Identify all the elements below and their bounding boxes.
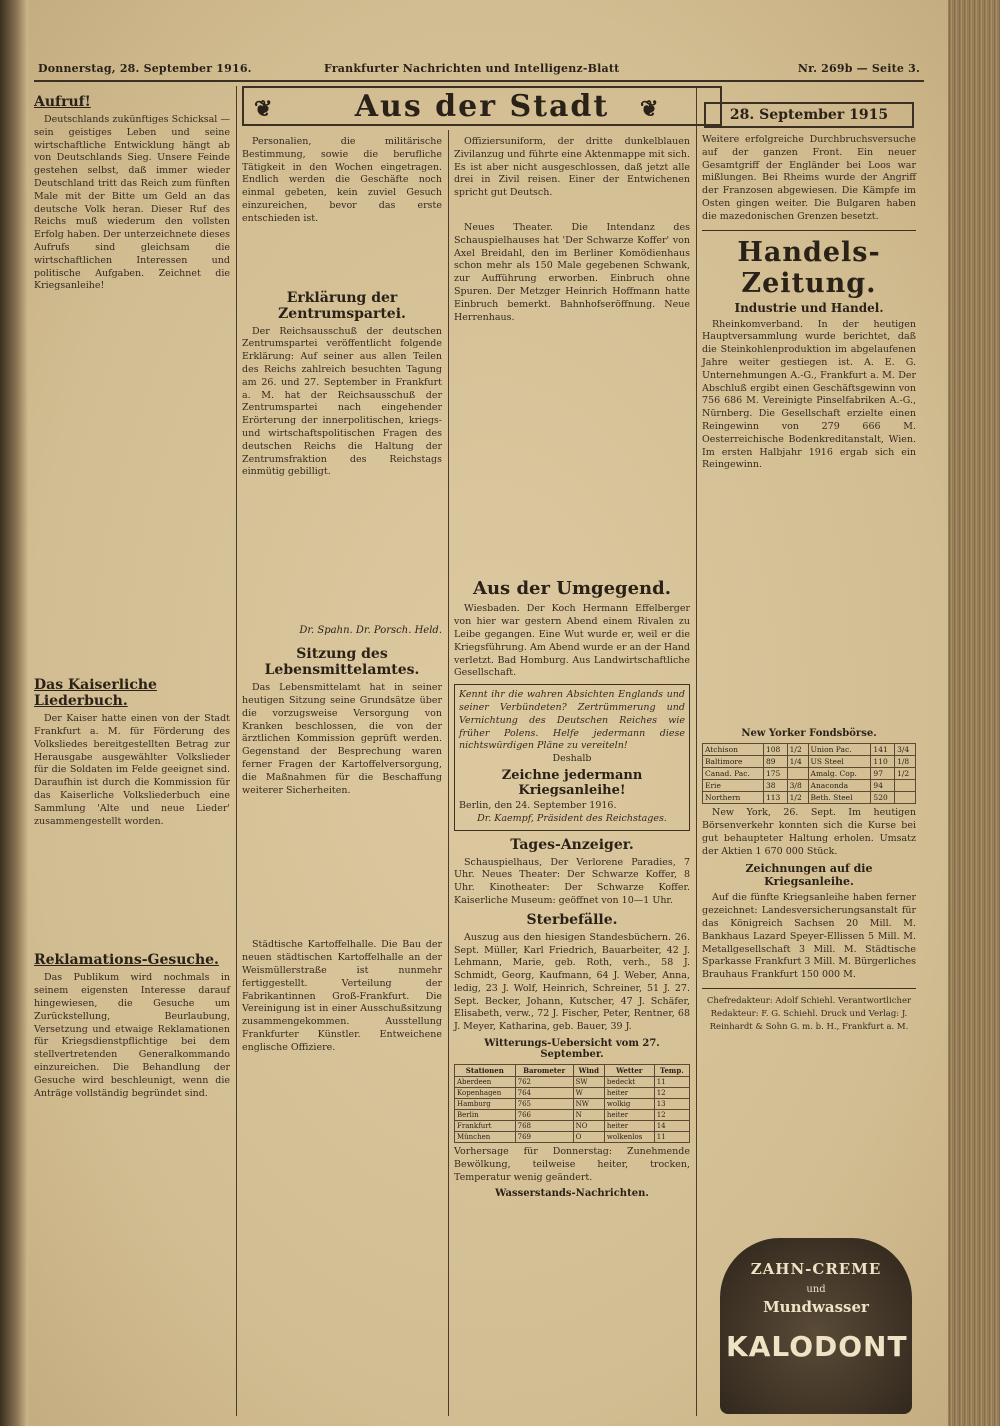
article-body: Städtische Kartoffelhalle. Die Bau der neuen städtischen Kartoffelhalle an der Weismüllerstraße ist nunmehr fertiggestellt. Verteilung der Fabrikantinnen Groß-Frankfurt. Die Vereinigung ist in einer Ausschußsitzung zusammengekommen. Ausstellung Frankfurter Künstler. Entweichene englische Offiziere. [242, 939, 442, 1053]
table-cell: wolkenlos [604, 1132, 654, 1143]
table-cell: bedeckt [604, 1077, 654, 1088]
column-rule [448, 130, 449, 1416]
article-title: Aus der Umgegend. [473, 578, 671, 600]
table-cell: München [455, 1132, 516, 1143]
table-row [703, 780, 916, 792]
table-row [455, 1099, 690, 1110]
weather-header-cell: Stationen [455, 1065, 516, 1077]
divider [702, 230, 916, 231]
article-body: Auf die fünfte Kriegsanleihe haben ferner gezeichnet: Landesversicherungsanstalt für das Königreich Sachsen 20 Mill. M. Bankhaus Lazard Speyer-Ellissen 5 Mill. M. Metallgesellschaft 3 Mill. M. Städtische Sparkasse Frankfurt 3 Mill. M. Bürgerliches Brauhaus Frankfurt 150 000 M. [702, 892, 916, 981]
table-cell: 520 [871, 792, 895, 804]
article-body: Der Kaiser hatte einen von der Stadt Frankfurt a. M. für Förderung des Volksliedes bereitgestellten Betrag zur Herausgabe ausgewählter Volkslieder für die Soldaten im Felde geeignet sind. Daraufhin ist durch die Kommission für das Kaiserliche Volksliederbuch eine Sammlung 'Alte und neue Lieder' zusammengestellt worden. [34, 713, 230, 827]
ornament-icon: ❦ [640, 96, 659, 122]
article-title: Sterbefälle. [526, 911, 618, 928]
table-cell: 14 [654, 1121, 689, 1132]
table-cell: 38 [764, 780, 788, 792]
table-cell: O [573, 1132, 604, 1143]
table-cell: 3/4 [895, 744, 916, 756]
weather-title: Witterungs-Uebersicht vom 27. September. [484, 1038, 660, 1061]
signature: Dr. Spahn. Dr. Porsch. Held. [299, 625, 442, 637]
column-rule [236, 86, 237, 1416]
table-cell [895, 792, 916, 804]
divider [702, 988, 916, 989]
weather-header-cell: Wetter [604, 1065, 654, 1077]
weather-table [454, 1064, 690, 1143]
article-title: Reklamations-Gesuche. [34, 952, 219, 969]
article-body: Schauspielhaus, Der Verlorene Paradies, 7 Uhr. Neues Theater: Der Schwarze Koffer, 8 Uhr. Kinotheater: Der Schwarze Koffer. Kaiserliche Museum: geöffnet von 10—1 Uhr. [454, 856, 690, 906]
weather-forecast: Vorhersage für Donnerstag: Zunehmende Bewölkung, teilweise heiter, trocken, Temperatur wenig geändert. [454, 1146, 690, 1183]
anniversary-date-box: 28. September 1915 [704, 102, 914, 128]
table-cell: Beth. Steel [808, 792, 871, 804]
table-cell: W [573, 1088, 604, 1099]
column-1 [34, 92, 230, 1102]
table-cell: Aberdeen [455, 1077, 516, 1088]
spacer [702, 474, 916, 724]
article-body: Offiziersuniform, der dritte dunkelblauen Zivilanzug und führte eine Aktenmappe mit sich. Es ist aber nicht ausgeschlossen, daß jetzt alle drei in Zivil reisen. Einer der Entwichenen spricht gut Deutsch. [454, 136, 690, 199]
page-header [34, 60, 924, 82]
table-cell: Anaconda [808, 780, 871, 792]
weather-header-cell: Wind [573, 1065, 604, 1077]
quote-table [702, 743, 916, 804]
appeal-box [454, 684, 690, 830]
spacer [34, 830, 230, 950]
table-row [455, 1132, 690, 1143]
weather-header-cell: Barometer [515, 1065, 573, 1077]
table-cell: 1/2 [787, 792, 808, 804]
table-cell: 108 [764, 744, 788, 756]
spacer [454, 202, 690, 222]
column-rule [696, 86, 697, 1416]
table-row [455, 1088, 690, 1099]
table-cell: 3/8 [787, 780, 808, 792]
article-body: Wiesbaden. Der Koch Hermann Effelberger von hier war gestern Abend einem Rivalen zu Leibe gegangen. Eine Wut wurde er, weil er die Kriegsführung. Am Abend wurde er an der Hand verletzt. Bad Homburg. Aus Landwirtschaftliche Gesellschaft. [454, 603, 690, 679]
table-cell: heiter [604, 1121, 654, 1132]
article-body: Personalien, die militärische Bestimmung, sowie die berufliche Tätigkeit in den Wochen eingetragen. Endlich werden die Geschäfte noch einmal gebeten, kein zuviel Gesuch einzureichen, bevor das erste entschieden ist. [242, 136, 442, 224]
table-cell: Kopenhagen [455, 1088, 516, 1099]
table-cell: 766 [515, 1110, 573, 1121]
table-row [455, 1077, 690, 1088]
header-date: Donnerstag, 28. September 1916. [38, 62, 252, 75]
table-cell: Baltimore [703, 756, 764, 768]
table-cell: 12 [654, 1110, 689, 1121]
column-3 [454, 136, 690, 1203]
ad-line-1: ZAHN-CREME [750, 1260, 882, 1278]
table-row [703, 744, 916, 756]
anniversary-text: Weitere erfolgreiche Durchbruchsversuche auf der ganzen Front. Ein neuer Gesamtgriff der Engländer bei Loos war mißlungen. Bei Rheims wurde der Angriff der Franzosen abgewiesen. Die Kämpfe im Osten gingen weiter. Die Bulgaren haben die mazedonischen Grenzen besetzt. [702, 134, 916, 222]
book-spine-left [0, 0, 28, 1426]
table-cell: 765 [515, 1099, 573, 1110]
table-cell: 1/4 [787, 756, 808, 768]
ornament-icon: ❦ [254, 96, 273, 122]
table-cell: wolkig [604, 1099, 654, 1110]
article-body: Rheinkomverband. In der heutigen Hauptversammlung wurde berichtet, daß die Steinkohlenproduktion im abgelaufenen Jahre weiter gestiegen ist. A. E. G. Unternehmungen A.-G., Frankfurt a. M. Der Abschluß ergibt einen Geschäftsgewinn von 756 686 M. Vereinigte Pinselfabriken A.-G., Nürnberg. Die Gesellschaft erzielte einen Reingewinn von 279 666 M. Oesterreichische Bodenkreditanstalt, Wien. Im ersten Halbjahr 1916 ergab sich ein Reingewinn. [702, 318, 916, 471]
appeal-place: Berlin, den 24. September 1916. [459, 799, 617, 811]
table-cell: SW [573, 1077, 604, 1088]
water-title: Wasserstands-Nachrichten. [495, 1188, 649, 1200]
table-cell: Canad. Pac. [703, 768, 764, 780]
article-title: Zeichnungen auf die Kriegsanleihe. [745, 862, 873, 889]
table-row [455, 1110, 690, 1121]
table-cell: 769 [515, 1132, 573, 1143]
article-title: Erklärung der Zentrumspartei. [278, 289, 406, 322]
book-pages-edge [948, 0, 1000, 1426]
newspaper-page [28, 0, 948, 1426]
article-body: Neues Theater. Die Intendanz des Schauspielhauses hat 'Der Schwarze Koffer' von Axel Breidahl, den im Berliner Komödienhaus schon mehr als 150 Male gegebenen Schwank, zur Aufführung erworben. Einbruch ohne Spuren. Der Metzger Heinrich Hoffmann hatte Einbruch bemerkt. Bahnhofseröffnung. Neue Herrenhaus. [454, 221, 690, 323]
appeal-signer: Dr. Kaempf, Präsident des Reichstages. [477, 812, 667, 824]
column-2 [242, 136, 442, 1056]
table-cell: 11 [654, 1077, 689, 1088]
column-4 [702, 134, 916, 1033]
table-cell: Atchison [703, 744, 764, 756]
table-cell: Frankfurt [455, 1121, 516, 1132]
article-title: Tages-Anzeiger. [510, 836, 634, 853]
section-masthead: Aus der Stadt [242, 86, 722, 126]
article-title: Sitzung des Lebensmittelamtes. [264, 646, 420, 679]
kalodont-advertisement [720, 1238, 912, 1414]
appeal-text: Kennt ihr die wahren Absichten Englands und seiner Verbündeten? Zertrümmerung und Vernichtung des Deutschen Reiches wie früher Polens. Helfe jedermann diese nichtswürdigen Pläne zu vereiteln! [459, 689, 685, 752]
table-cell: US Steel [808, 756, 871, 768]
article-body: Deutschlands zukünftiges Schicksal — sein geistiges Leben und seine wirtschaftliche Entwicklung hängt ab von Deutschlands Sieg. Unsere Feinde gestehen selbst, daß immer wieder Deutschland tritt das Reich zum fünften Male mit der Bitte um Geld an das deutsche Volk heran. Dieser Ruf des Reichs muß wiederum den vollsten Erfolg haben. Der unterzeichnete dieses Aufrufs sind gleichsam die wirtschaftlichen Interessen und politische Aufgaben. Zeichnet die Kriegsanleihe! [34, 114, 230, 292]
ad-brand: KALODONT [726, 1330, 908, 1363]
article-body: Auszug aus den hiesigen Standesbüchern. 26. Sept. Müller, Karl Friedrich, Bauarbeiter, 42 J. Lehmann, Marie, geb. Roth, verh., 58 J. Schmidt, Georg, Kaufmann, 64 J. Weber, Anna, ledig, 23 J. Wolf, Heinrich, Schreiner, 51 J. 27. Sept. Becker, Johann, Kutscher, 47 J. Schäfer, Elisabeth, verw., 72 J. Fischer, Peter, Rentner, 68 J. Meyer, Katharina, geb. Bauer, 39 J. [454, 931, 690, 1033]
table-row [703, 792, 916, 804]
table-cell: Northern [703, 792, 764, 804]
table-cell: 141 [871, 744, 895, 756]
weather-header-cell: Temp. [654, 1065, 689, 1077]
table-cell: Berlin [455, 1110, 516, 1121]
appeal-headline: Zeichne jedermann Kriegsanleihe! [501, 767, 643, 798]
table-cell: Hamburg [455, 1099, 516, 1110]
article-title: Aufruf! [34, 94, 91, 110]
table-row [703, 756, 916, 768]
imprint: Chefredakteur: Adolf Schiehl. Verantwortlicher Redakteur: F. G. Schiehl. Druck und Verlag: J. Reinhardt & Sohn G. m. b. H., Frankfurt a. M. [706, 995, 912, 1032]
stock-exchange-title: New Yorker Fondsbörse. [741, 728, 877, 740]
table-cell: 97 [871, 768, 895, 780]
table-cell: Union Pac. [808, 744, 871, 756]
table-cell: 13 [654, 1099, 689, 1110]
table-cell: 762 [515, 1077, 573, 1088]
spacer [242, 799, 442, 939]
table-cell: NW [573, 1099, 604, 1110]
table-cell: NO [573, 1121, 604, 1132]
ad-line-2: und [806, 1284, 826, 1295]
table-cell: Erie [703, 780, 764, 792]
table-cell: Amalg. Cop. [808, 768, 871, 780]
table-cell: 94 [871, 780, 895, 792]
table-cell: heiter [604, 1088, 654, 1099]
table-cell: heiter [604, 1110, 654, 1121]
article-body: New York, 26. Sept. Im heutigen Börsenverkehr konnten sich die Kurse bei gut behaupteter Haltung erholen. Umsatz der Aktien 1 670 000 Stück. [702, 807, 916, 857]
spacer [242, 228, 442, 288]
spacer [34, 295, 230, 675]
handels-subtitle: Industrie und Handel. [734, 300, 884, 315]
table-cell [787, 768, 808, 780]
ad-line-3: Mundwasser [763, 1298, 869, 1316]
article-body: Das Lebensmittelamt hat in seiner heutigen Sitzung seine Grundsätze über die vorzugsweise Versorgung von Kranken beschlossen, die von der ärztlichen Kommission geprüft werden. Gegenstand der Besprechung waren ferner Fragen der Kartoffelversorgung, die Maßnahmen für die Beschaffung weiterer Sicherheiten. [242, 682, 442, 796]
handels-zeitung-title: Handels-Zeitung. [737, 236, 881, 299]
table-cell [895, 780, 916, 792]
table-cell: 1/2 [895, 768, 916, 780]
table-cell: 89 [764, 756, 788, 768]
article-body: Der Reichsausschuß der deutschen Zentrumspartei veröffentlicht folgende Erklärung: Auf seiner aus allen Teilen des Reichs zahlreich besuchten Tagung am 26. und 27. September in Frankfurt a. M. hat der Reichsausschuß der Zentrumspartei nach eingehender Erörterung der innerpolitischen, kriegs- und wirtschaftspolitischen Fragen des deutschen Reichs die Haltung der Zentrumsfraktion des Reichstags einmütig gebilligt. [242, 325, 442, 478]
table-row [455, 1121, 690, 1132]
table-cell: 110 [871, 756, 895, 768]
spacer [242, 481, 442, 621]
article-body: Das Publikum wird nochmals in seinem eigensten Interesse darauf hingewiesen, die Gesuche um Zurückstellung, Beurlaubung, Versetzung und etwaige Reklamationen für Kriegsdienstpflichtige bei dem stellvertretenden Generalkommando einzureichen. Die Behandlung der Gesuche wird beschleunigt, wenn die Anträge vollständig begründet sind. [34, 972, 230, 1099]
header-paper-name: Frankfurter Nachrichten und Intelligenz-Blatt [324, 62, 620, 75]
appeal-sig: Deshalb [552, 753, 592, 765]
table-cell: 768 [515, 1121, 573, 1132]
table-cell: 175 [764, 768, 788, 780]
spacer [454, 326, 690, 576]
table-cell: N [573, 1110, 604, 1121]
header-issue: Nr. 269b — Seite 3. [797, 62, 920, 75]
table-cell: 11 [654, 1132, 689, 1143]
table-cell: 1/2 [787, 744, 808, 756]
table-cell: 12 [654, 1088, 689, 1099]
table-cell: 113 [764, 792, 788, 804]
table-cell: 764 [515, 1088, 573, 1099]
article-title: Das Kaiserliche Liederbuch. [34, 677, 157, 710]
table-row [703, 768, 916, 780]
table-cell: 1/8 [895, 756, 916, 768]
